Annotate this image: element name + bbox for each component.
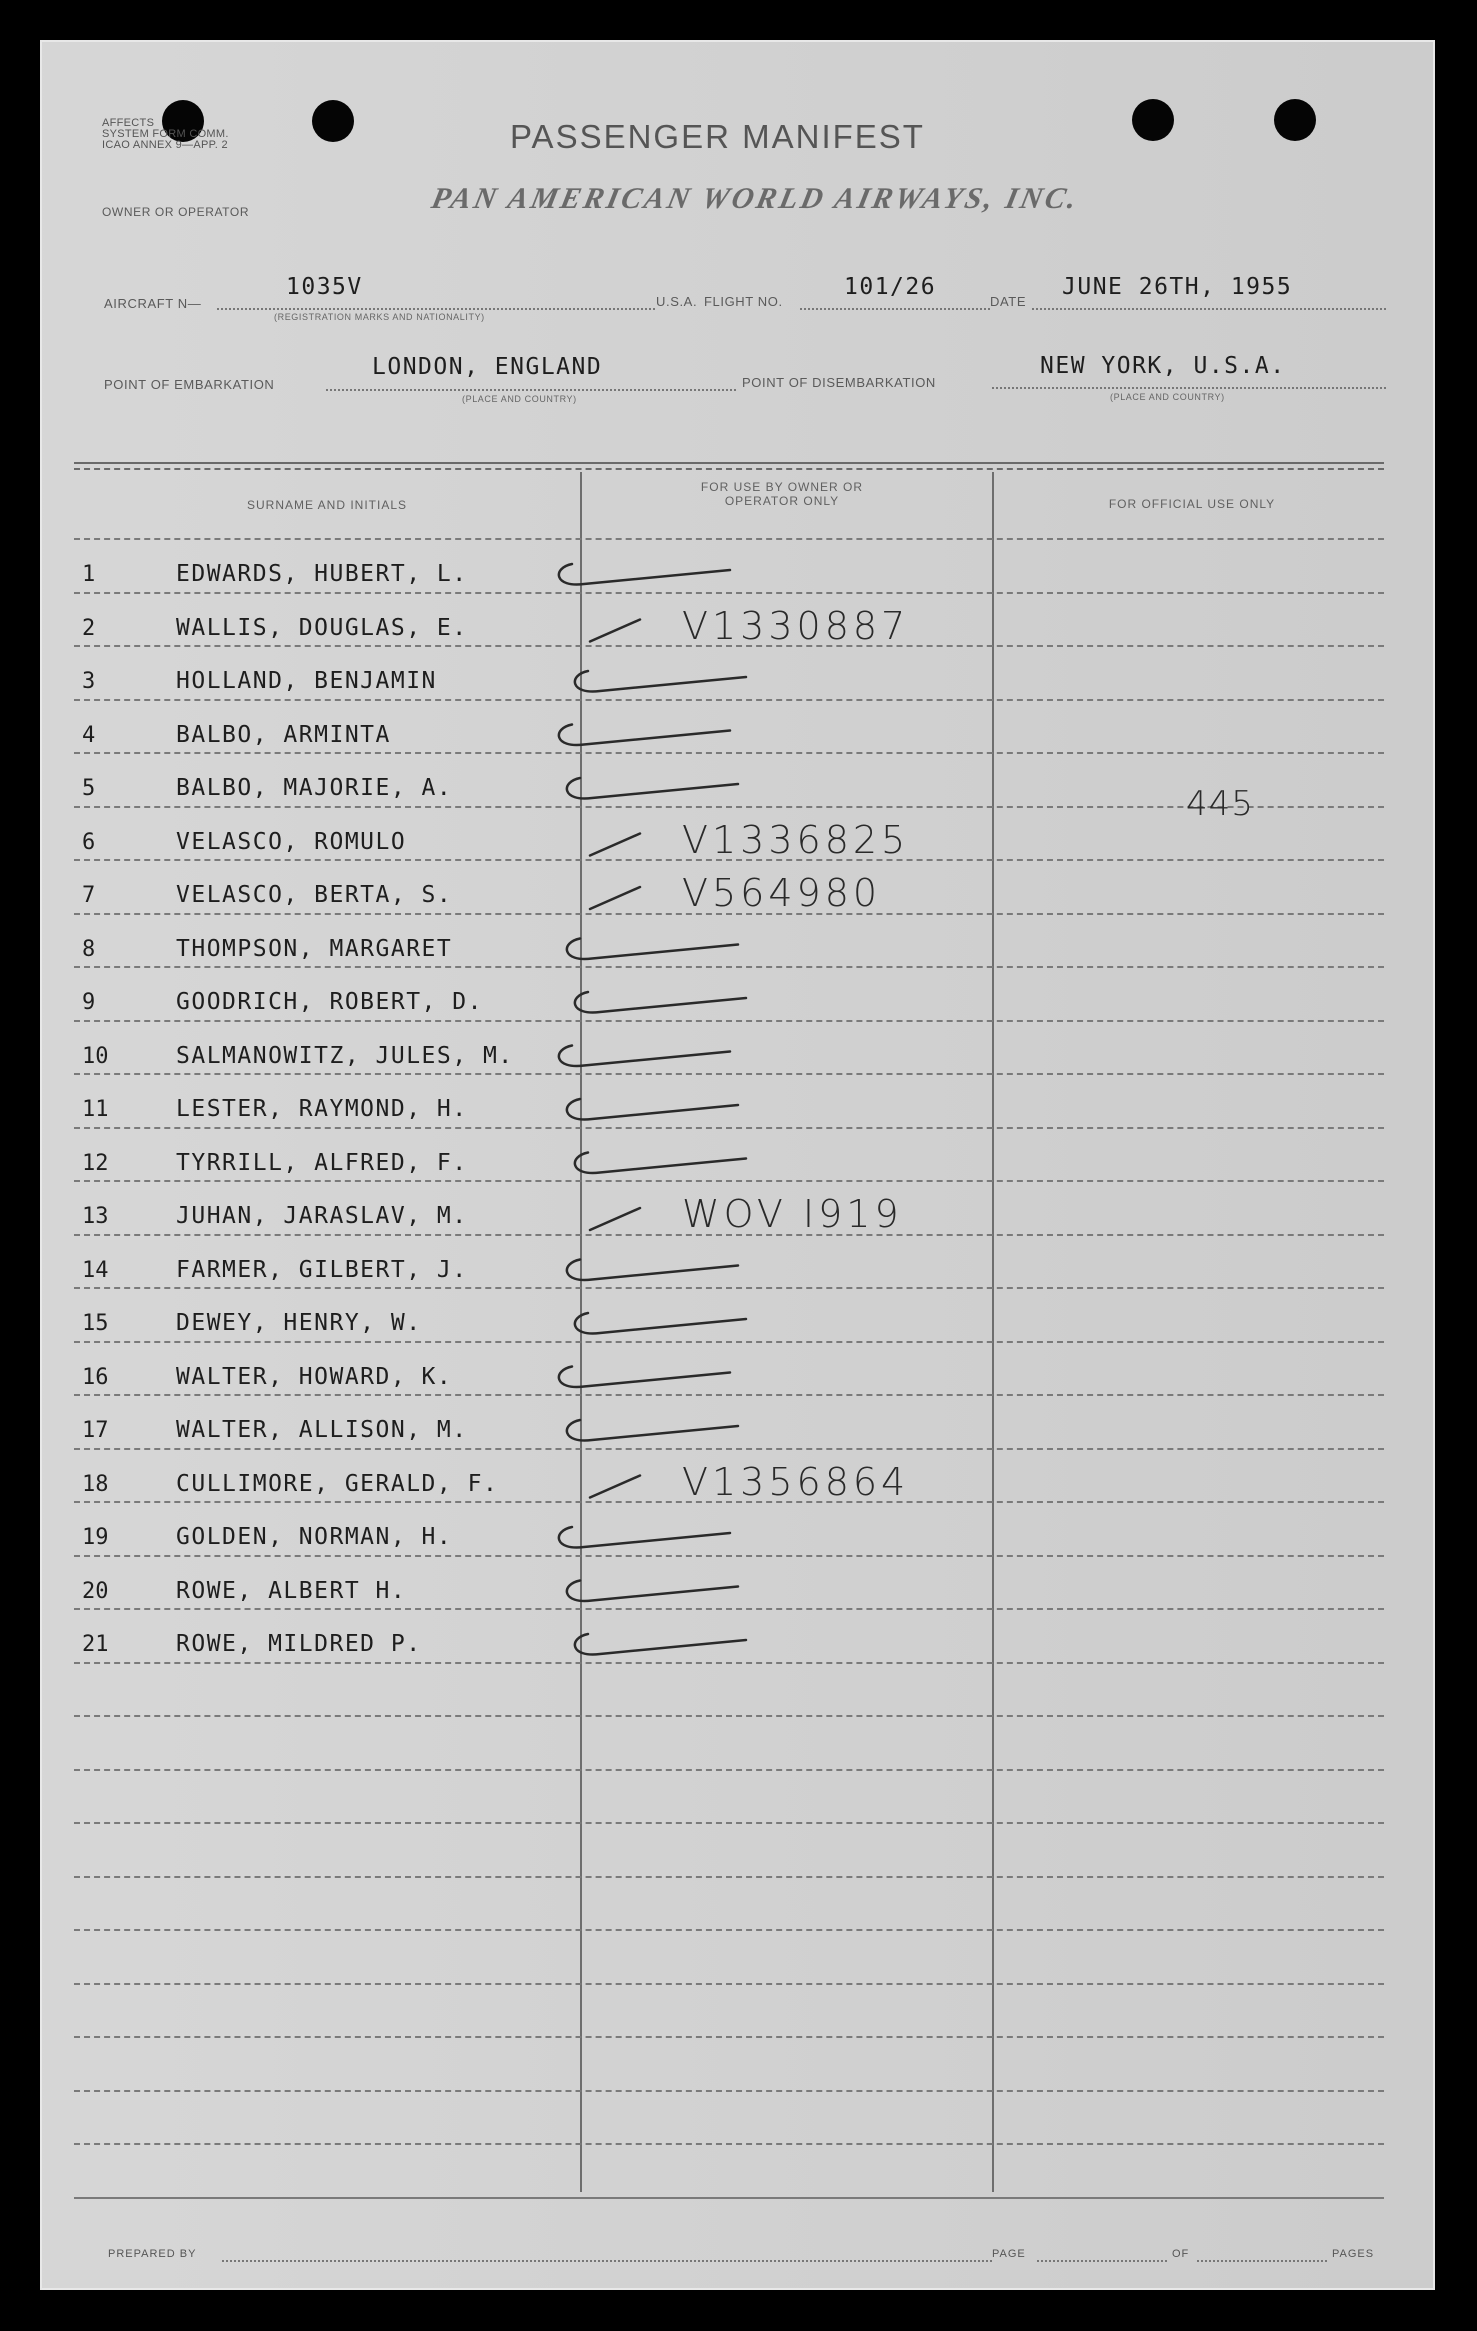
passenger-name: GOODRICH, ROBERT, D. [176,989,483,1015]
aircraft-number: 1035V [286,274,363,300]
row-number: 1 [82,562,96,587]
pen-dash-icon [567,1099,738,1120]
check-mark-icon [590,1476,640,1498]
aircraft-label: AIRCRAFT N— [104,296,202,311]
row-number: 18 [82,1471,109,1497]
operator-name: PAN AMERICAN WORLD AIRWAYS, INC. [428,182,1083,215]
passenger-name: EDWARDS, HUBERT, L. [176,561,468,587]
row-number: 12 [82,1150,109,1176]
pen-dash-icon [559,564,730,585]
row-number: 21 [82,1632,109,1657]
passport-note: V1356864 [682,1459,910,1504]
column-header-official-use: FOR OFFICIAL USE ONLY [1108,497,1276,511]
passenger-name: ROWE, MILDRED P. [176,1631,422,1657]
regulation-line: AFFECTS [102,117,155,129]
row-number: 9 [82,990,96,1015]
pen-dash-icon [575,992,746,1013]
passenger-name: DEWEY, HENRY, W. [176,1310,422,1336]
pages-label: PAGES [1332,2248,1375,2260]
passenger-name: BALBO, ARMINTA [176,721,391,748]
embarkation-label: POINT OF EMBARKATION [104,377,275,392]
row-number: 6 [82,829,96,855]
passport-note: WOV I919 [682,1192,903,1236]
check-mark-icon [590,1208,640,1230]
disembarkation-label: POINT OF DISEMBARKATION [742,375,936,390]
passenger-name: WALTER, HOWARD, K. [176,1363,453,1390]
passenger-name: LESTER, RAYMOND, H. [176,1096,468,1122]
row-number: 5 [82,776,96,801]
row-number: 16 [82,1364,109,1390]
column-header-surname: SURNAME AND INITIALS [246,498,408,512]
pen-dash-icon [575,1153,746,1174]
row-number: 15 [82,1311,109,1336]
regulation-line: ICAO ANNEX 9—APP. 2 [102,139,228,151]
row-number: 10 [82,1043,109,1069]
column-header-owner-use: FOR USE BY OWNER OR OPERATOR ONLY [700,480,864,508]
prepared-by-label: PREPARED BY [108,2248,197,2260]
row-number: 14 [82,1257,109,1283]
passport-note: V564980 [682,871,882,915]
pen-dash-icon [567,778,738,799]
row-number: 8 [82,936,96,962]
pen-dash-icon [575,1313,746,1334]
registration-note: (REGISTRATION MARKS AND NATIONALITY) [274,312,485,322]
date-label: DATE [990,294,1027,309]
pen-dash-icon [575,1634,746,1655]
pen-dash-icon [559,1527,730,1548]
check-mark-icon [590,834,640,856]
regulation-line: SYSTEM FORM COMM. [102,128,229,140]
pen-dash-icon [559,725,730,746]
passenger-name: CULLIMORE, GERALD, F. [176,1470,499,1497]
passport-note: V1336825 [682,817,910,862]
row-number: 13 [82,1204,109,1229]
passenger-name: HOLLAND, BENJAMIN [176,668,437,694]
row-number: 4 [82,722,96,748]
flight-label: FLIGHT NO. [704,294,783,309]
usa-label: U.S.A. [656,294,698,309]
row-number: 20 [82,1578,109,1604]
passenger-name: WALLIS, DOUGLAS, E. [176,614,468,641]
passport-note: V1330887 [682,603,910,648]
passenger-name: WALTER, ALLISON, M. [176,1417,468,1443]
passenger-name: VELASCO, BERTA, S. [176,882,453,908]
embarkation-place-note: (PLACE AND COUNTRY) [462,394,577,404]
pen-dash-icon [567,1260,738,1281]
pen-dash-icon [575,671,746,692]
of-label: OF [1172,2248,1190,2260]
flight-number: 101/26 [844,274,937,300]
passenger-name: VELASCO, ROMULO [176,828,407,855]
row-number: 19 [82,1525,109,1550]
form-title: PASSENGER MANIFEST [510,118,925,155]
passenger-name: FARMER, GILBERT, J. [176,1256,468,1283]
row-number: 11 [82,1097,109,1122]
official-use-note: 445 [1186,784,1254,824]
pen-dash-icon [559,1046,730,1067]
row-number: 2 [82,615,96,641]
row-number: 3 [82,669,96,694]
row-number: 17 [82,1418,109,1443]
pen-dash-icon [559,1367,730,1388]
pen-dash-icon [567,1420,738,1441]
disembarkation-place-note: (PLACE AND COUNTRY) [1110,392,1225,402]
passenger-name: BALBO, MAJORIE, A. [176,775,453,801]
passenger-name: SALMANOWITZ, JULES, M. [176,1042,514,1069]
pen-dash-icon [567,1581,738,1602]
pen-dash-icon [567,939,738,960]
operator-label: OWNER OR OPERATOR [102,205,250,219]
page-label: PAGE [992,2248,1026,2260]
passenger-name: THOMPSON, MARGARET [176,935,453,962]
passenger-name: GOLDEN, NORMAN, H. [176,1524,453,1550]
passenger-name: TYRRILL, ALFRED, F. [176,1149,468,1176]
flight-date: JUNE 26TH, 1955 [1062,274,1293,300]
passenger-name: ROWE, ALBERT H. [176,1577,407,1604]
passenger-name: JUHAN, JARASLAV, M. [176,1203,468,1229]
row-number: 7 [82,883,96,908]
check-mark-icon [590,887,640,909]
embarkation-point: LONDON, ENGLAND [372,354,603,380]
disembarkation-point: NEW YORK, U.S.A. [1040,353,1286,379]
check-mark-icon [590,620,640,642]
